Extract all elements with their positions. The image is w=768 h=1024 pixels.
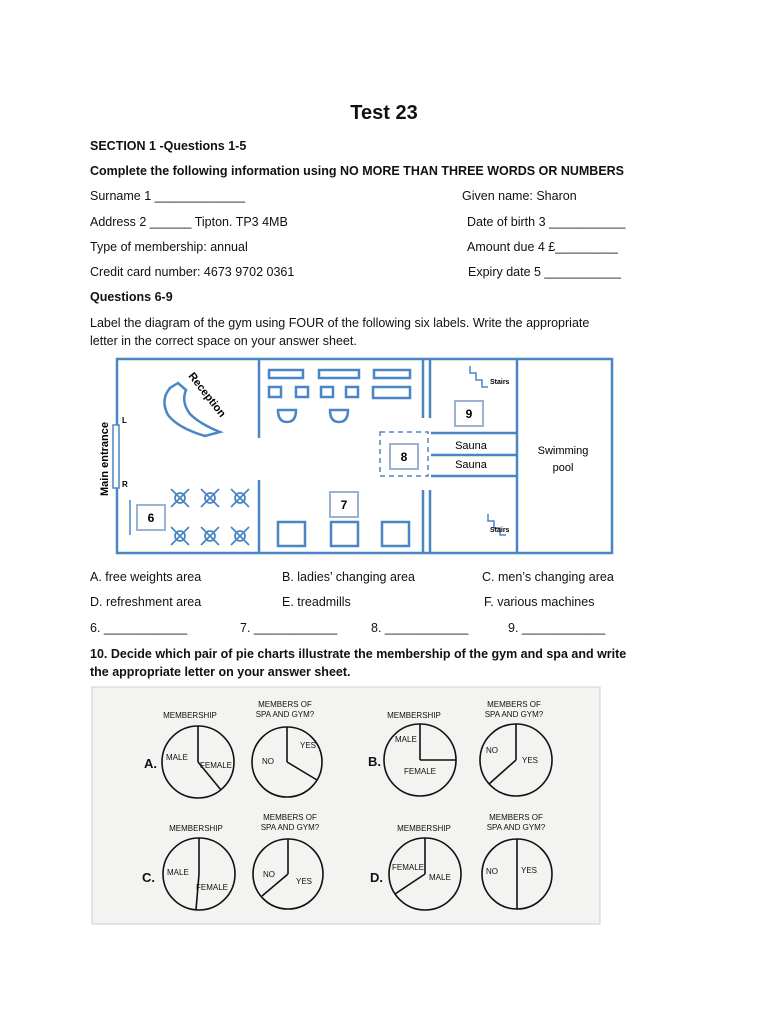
set-d-male: MALE xyxy=(429,873,451,882)
option-d: D. refreshment area xyxy=(90,595,202,609)
address-row: Address 2 ______ Tipton. TP3 4MB xyxy=(90,215,288,229)
row2-spa-label-2: SPA AND GYM? xyxy=(260,823,320,832)
set-a-letter: A. xyxy=(144,756,157,771)
answer-6: 6. ____________ xyxy=(90,621,188,635)
set-c-yes: YES xyxy=(296,877,313,886)
date-of-birth-row: Date of birth 3 ___________ xyxy=(467,215,626,229)
row2b-spa-label-2: SPA AND GYM? xyxy=(486,823,546,832)
row2b-spa-label-1: MEMBERS OF xyxy=(489,813,543,822)
set-b-letter: B. xyxy=(368,754,381,769)
diagram-box-8: 8 xyxy=(400,450,408,464)
questions69-instruction-1: Label the diagram of the gym using FOUR of the following six labels. Write the appropriate xyxy=(90,316,590,330)
set-c-male: MALE xyxy=(167,868,189,877)
row1b-membership-label: MEMBERSHIP xyxy=(387,711,441,720)
questions69-instruction-2: letter in the correct space on your answer sheet. xyxy=(90,334,357,348)
option-e: E. treadmills xyxy=(282,595,351,609)
membership-type-row: Type of membership: annual xyxy=(90,240,248,254)
row2b-membership-label: MEMBERSHIP xyxy=(397,824,451,833)
row2-spa-label-1: MEMBERS OF xyxy=(263,813,317,822)
main-entrance-label: Main entrance xyxy=(99,422,111,496)
door-right-label: R xyxy=(122,480,128,489)
set-b-yes: YES xyxy=(522,756,539,765)
set-d-no: NO xyxy=(486,867,498,876)
diagram-box-6: 6 xyxy=(147,511,155,525)
option-b: B. ladies’ changing area xyxy=(282,570,415,584)
set-a-male: MALE xyxy=(166,753,188,762)
set-d-letter: D. xyxy=(370,870,383,885)
set-b-female: FEMALE xyxy=(404,767,437,776)
question10-line2: the appropriate letter on your answer sheet. xyxy=(90,665,351,679)
section1-instruction: Complete the following information using NO MORE THAN THREE WORDS OR NUMBERS xyxy=(90,164,625,178)
set-b-male: MALE xyxy=(395,735,417,744)
answer-7: 7. ____________ xyxy=(240,621,338,635)
set-d-yes: YES xyxy=(521,866,538,875)
option-f: F. various machines xyxy=(484,595,595,609)
row2-membership-label: MEMBERSHIP xyxy=(169,824,223,833)
set-b-no: NO xyxy=(486,746,498,755)
question10-line1: 10. Decide which pair of pie charts illustrate the membership of the gym and spa and write xyxy=(90,647,627,661)
diagram-box-9: 9 xyxy=(465,407,473,421)
set-c-no: NO xyxy=(263,870,275,879)
surname-row: Surname 1 _____________ xyxy=(90,189,245,203)
sauna-top-label: Sauna xyxy=(455,440,487,452)
set-d-female: FEMALE xyxy=(392,863,425,872)
set-a-no: NO xyxy=(262,757,274,766)
pool-label-2: pool xyxy=(552,462,574,474)
reception-label: Reception xyxy=(185,370,228,420)
page-title: Test 23 xyxy=(350,102,418,124)
stairs-bottom-label: Stairs xyxy=(490,527,510,534)
section1-heading: SECTION 1 -Questions 1-5 xyxy=(90,139,247,153)
answer-8: 8. ____________ xyxy=(371,621,469,635)
diagram-box-7: 7 xyxy=(340,498,348,512)
sauna-bottom-label: Sauna xyxy=(455,459,487,471)
stairs-top-label: Stairs xyxy=(490,379,510,386)
questions69-heading: Questions 6-9 xyxy=(90,290,173,304)
set-c-female: FEMALE xyxy=(196,883,229,892)
row1-membership-label: MEMBERSHIP xyxy=(163,711,217,720)
amount-due-row: Amount due 4 £_________ xyxy=(467,240,618,254)
set-a-yes: YES xyxy=(300,741,317,750)
row1b-spa-label-2: SPA AND GYM? xyxy=(484,710,544,719)
option-a: A. free weights area xyxy=(90,570,202,584)
credit-card-row: Credit card number: 4673 9702 0361 xyxy=(90,265,295,279)
row1-spa-label-2: SPA AND GYM? xyxy=(255,710,315,719)
pool-label-1: Swimming xyxy=(537,445,589,457)
given-name-row: Given name: Sharon xyxy=(462,189,577,203)
set-a-female: FEMALE xyxy=(200,761,233,770)
option-c: C. men’s changing area xyxy=(482,570,614,584)
door-left-label: L xyxy=(122,416,127,425)
answer-9: 9. ____________ xyxy=(508,621,606,635)
expiry-date-row: Expiry date 5 ___________ xyxy=(468,265,621,279)
set-c-letter: C. xyxy=(142,870,155,885)
row1b-spa-label-1: MEMBERS OF xyxy=(487,700,541,709)
row1-spa-label-1: MEMBERS OF xyxy=(258,700,312,709)
